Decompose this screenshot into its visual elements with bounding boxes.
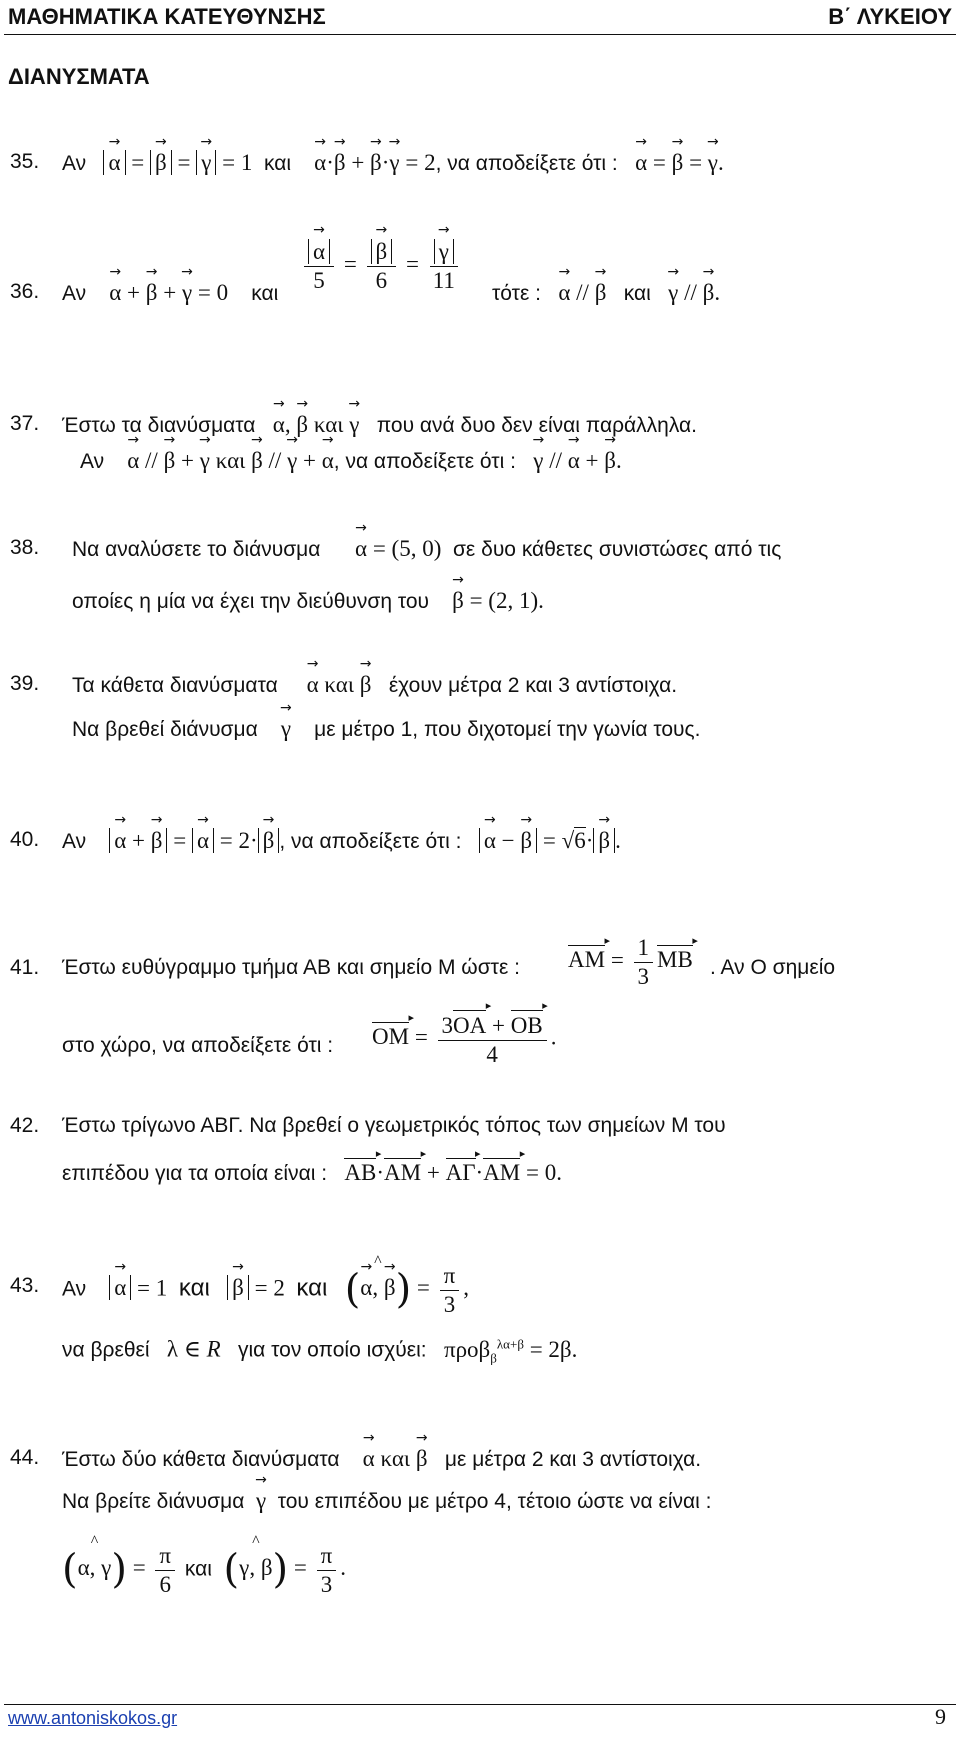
- text-and: και: [184, 1557, 212, 1581]
- text-if: Αν: [80, 450, 105, 473]
- text-triangle: Έστω τρίγωνο ΑΒΓ. Να βρεθεί ο γεωμετρικός τόπος των σημείων Μ του: [62, 1114, 726, 1137]
- formula-parallel-1: α → // β →: [547, 280, 618, 305]
- exercise-number: 38.: [10, 536, 40, 559]
- exercise-text-3: [62, 1034, 333, 1058]
- formula-lambda: λ ∈ R: [155, 1336, 221, 1362]
- formula-parallel-2: γ → // β →.: [657, 280, 720, 305]
- text-find: Να βρείτε διάνυσμα: [62, 1490, 245, 1513]
- text-and: και: [623, 282, 651, 305]
- formula-gamma: γ →: [250, 1488, 272, 1513]
- formula-projection: προβ$_\beta^{\lambda\alpha+\beta}$ = 2β.: [432, 1336, 578, 1366]
- exercise-text: [62, 1262, 469, 1318]
- text-find: να βρεθεί: [62, 1338, 150, 1362]
- exercise-text: [62, 1446, 701, 1472]
- text-bisector: με μέτρο 1, που διχοτομεί την γωνία τους.: [314, 718, 701, 741]
- exercise-text-2: [492, 280, 720, 306]
- formula-angle-1: (^ α, γ) = $\frac{\pi}{6}$: [62, 1555, 179, 1580]
- formula-am: AM ▸ = $\frac{1}{3}$ MB ▸: [568, 934, 693, 990]
- exercise-number: 37.: [10, 412, 40, 435]
- formula-gamma: γ →: [264, 716, 309, 741]
- text-then: τότε :: [492, 282, 542, 305]
- exercise-number: 44.: [10, 1446, 40, 1469]
- text-if: Αν: [62, 282, 87, 305]
- text-direction: οποίες η μία να έχει την διεύθυνση του: [72, 590, 430, 613]
- page-number: 9: [935, 1704, 946, 1729]
- text-let: Έστω τα διανύσματα: [62, 414, 256, 437]
- header-grade: Β΄ ΛΥΚΕΙΟΥ: [828, 4, 952, 29]
- exercise-text-3: [62, 1542, 346, 1598]
- exercise-text-2: [62, 1488, 712, 1514]
- exercise-number: 39.: [10, 672, 40, 695]
- formula-om: OM ▸ = $\frac{3OA ▸ + OB ▸}{4}$ .: [372, 1010, 556, 1068]
- header-divider: [4, 34, 956, 35]
- exercise-number: 40.: [10, 828, 40, 851]
- text-prove: , να αποδείξετε ότι :: [279, 830, 462, 853]
- exercise-number: 41.: [10, 956, 40, 979]
- text-prove: , να αποδείξετε ότι :: [333, 450, 516, 473]
- formula-dot: α →·β → + β →·γ → = 2: [297, 150, 436, 175]
- exercise-text-2: [72, 588, 544, 614]
- formula-alpha: α → = (5, 0): [326, 536, 447, 561]
- text-segment: Έστω ευθύγραμμο τμήμα ΑΒ και σημείο Μ ώστε :: [62, 956, 520, 979]
- formula-ratios: $\frac{\alpha \to}{5}$ = $\frac{\beta \to}{6}$ = $\frac{\gamma \to}{11}$: [300, 238, 463, 294]
- exercise-text: [62, 828, 621, 854]
- text-point-o: . Αν Ο σημείο: [710, 956, 836, 979]
- exercise-text-2: [80, 448, 622, 474]
- formula-beta: β → = (2, 1).: [435, 588, 544, 613]
- formula-vectors: α →, β → και γ →: [261, 412, 371, 437]
- text-and: και: [178, 1274, 210, 1302]
- exercise-number: 42.: [10, 1114, 40, 1137]
- formula-angle: (^ α →, β →) = $\frac{\pi}{3}$ ,: [333, 1275, 469, 1300]
- exercise-text-2: [710, 956, 835, 980]
- footer-divider: [4, 1704, 956, 1705]
- formula-vectors: α → και β →: [284, 672, 383, 697]
- exercise-number: 43.: [10, 1274, 40, 1297]
- formula-vectors: α → και β →: [345, 1446, 439, 1471]
- text-decompose: Να αναλύσετε το διάνυσμα: [72, 538, 321, 561]
- text-if: Αν: [62, 1277, 87, 1301]
- text-lengths: με μέτρα 2 και 3 αντίστοιχα.: [444, 1448, 702, 1471]
- text-not-parallel: που ανά δυο δεν είναι παράλληλα.: [376, 414, 698, 437]
- text-prove: στο χώρο, να αποδείξετε ότι :: [62, 1034, 334, 1057]
- formula-norm-beta: β → = 2: [216, 1275, 291, 1300]
- text-find: Να βρεθεί διάνυσμα: [72, 718, 258, 741]
- exercise-text: [72, 536, 781, 562]
- text-plane: επιπέδου για τα οποία είναι :: [62, 1162, 328, 1185]
- text-prove: , να αποδείξετε ότι :: [435, 152, 618, 175]
- formula-condition: α → // β → + γ → και β → // γ → + α →: [110, 448, 334, 473]
- header-subject: ΜΑΘΗΜΑΤΙΚΑ ΚΑΤΕΥΘΥΝΣΗΣ: [8, 4, 326, 29]
- exercise-number: 35.: [10, 150, 40, 173]
- exercise-text-2: [72, 716, 700, 742]
- section-title: ΔΙΑΝΥΣΜΑΤΑ: [8, 64, 150, 89]
- text-and: και: [263, 152, 292, 175]
- formula-result: α → − β → = √6· β → .: [467, 827, 620, 853]
- footer-website-link[interactable]: www.antoniskokos.gr: [8, 1708, 178, 1728]
- exercise-text: [72, 672, 677, 698]
- formula-norms: α → = β → = γ → = 1: [92, 150, 258, 175]
- text-lengths: έχουν μέτρα 2 και 3 αντίστοιχα.: [388, 674, 678, 697]
- formula-condition: α → + β → = α → = 2· β →: [92, 828, 279, 853]
- exercise-text: [62, 280, 278, 306]
- page-header: [0, 0, 960, 40]
- text-perpendicular: Έστω δύο κάθετα διανύσματα: [62, 1448, 340, 1471]
- formula-norm-alpha: α → = 1: [92, 1275, 173, 1300]
- exercise-text: [62, 956, 520, 980]
- text-norm: του επιπέδου με μέτρο 4, τέτοιο ώστε να είναι :: [277, 1490, 712, 1513]
- exercise-text: [62, 150, 724, 176]
- text-if: Αν: [62, 830, 87, 853]
- text-perpendicular: Τα κάθετα διανύσματα: [72, 674, 278, 697]
- text-and: και: [296, 1274, 328, 1302]
- text-components: σε δυο κάθετες συνιστώσες από τις: [452, 538, 782, 561]
- formula-sum-zero: α → + β → + γ → = 0: [92, 280, 245, 305]
- formula-locus: AB ▸·AM ▸ + AΓ ▸·AM ▸ = 0.: [333, 1160, 562, 1185]
- exercise-text-2: [62, 1336, 577, 1366]
- formula-result: γ → // α → + β →.: [522, 448, 622, 473]
- exercise-text-2: [62, 1158, 562, 1186]
- exercise-text: [62, 412, 697, 438]
- formula-result: α → = β → = γ →.: [624, 150, 724, 175]
- text-and: και: [251, 282, 279, 305]
- exercise-number: 36.: [10, 280, 40, 303]
- text-if: Αν: [62, 152, 87, 175]
- exercise-text: [62, 1114, 726, 1138]
- formula-angle-2: (^ γ, β) = $\frac{\pi}{3}$ .: [218, 1555, 346, 1580]
- text-holds: για τον οποίο ισχύει:: [238, 1338, 427, 1362]
